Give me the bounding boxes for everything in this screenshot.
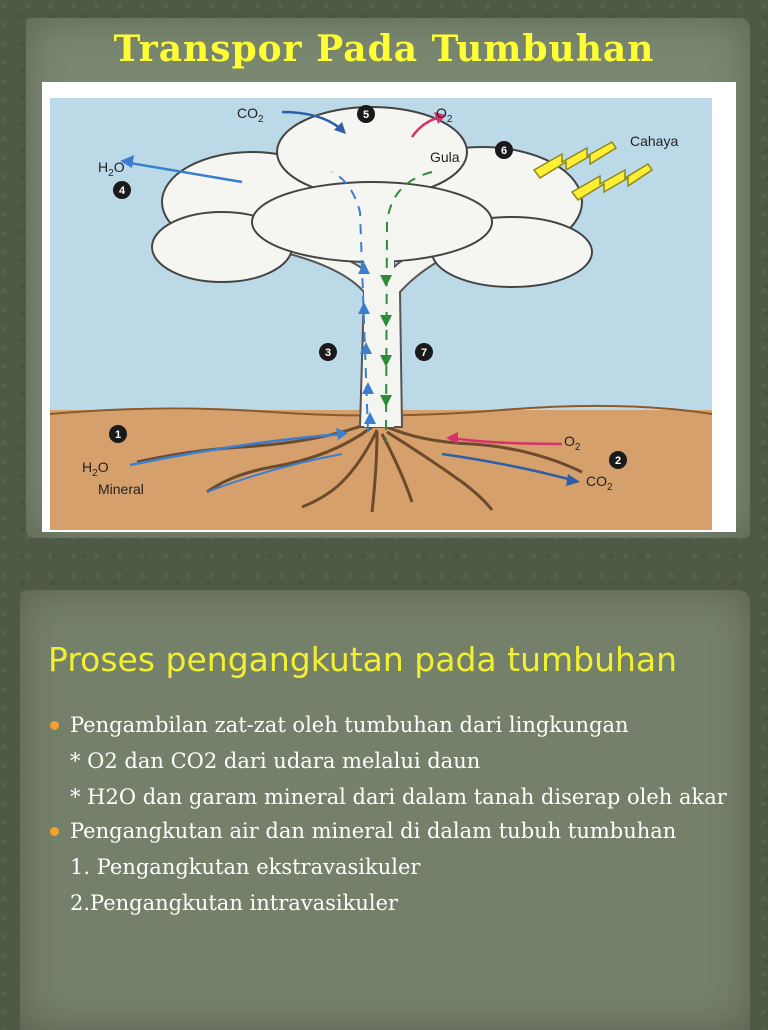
sub-item xyxy=(48,888,738,918)
bullet-item xyxy=(48,710,738,740)
marker-5 xyxy=(357,105,375,123)
sub-item-text: 1. Pengangkutan ekstravasikuler xyxy=(70,855,421,879)
co2-root-label: $CO_2$ xyxy=(586,473,613,493)
marker-1 xyxy=(109,425,127,443)
svg-text:5: 5 xyxy=(362,109,370,121)
sub-item-text: * H2O dan garam mineral dari dalam tanah diserap oleh akar xyxy=(70,785,727,809)
bullet-dot-icon xyxy=(50,721,59,730)
svg-text:6: 6 xyxy=(500,145,508,157)
marker-3 xyxy=(319,343,337,361)
marker-7 xyxy=(415,343,433,361)
bullet-list xyxy=(48,706,738,918)
svg-text:4: 4 xyxy=(118,185,126,197)
slide-1-title: Transpor Pada Tumbuhan xyxy=(113,28,655,70)
sub-item-text: * O2 dan CO2 dari udara melalui daun xyxy=(70,749,481,773)
svg-text:7: 7 xyxy=(420,347,428,359)
bullet-text: Pengangkutan air dan mineral di dalam tubuh tumbuhan xyxy=(70,819,677,843)
co2-top-label: $CO_2$ xyxy=(237,105,264,125)
sub-item-text: 2.Pengangkutan intravasikuler xyxy=(70,891,399,915)
bullet-dot-icon xyxy=(50,827,59,836)
svg-text:3: 3 xyxy=(324,347,332,359)
bullet-text: Pengambilan zat-zat oleh tumbuhan dari lingkungan xyxy=(70,713,629,737)
slide-2-title: Proses pengangkutan pada tumbuhan xyxy=(48,640,678,679)
marker-4 xyxy=(113,181,131,199)
sub-item xyxy=(48,746,738,776)
sub-item xyxy=(48,852,738,882)
svg-text:1: 1 xyxy=(114,429,122,441)
h2o-left-label: $H_2O$ xyxy=(98,159,125,179)
bullet-item xyxy=(48,816,738,846)
plant-transport-diagram xyxy=(42,82,736,532)
cahaya-label: Cahaya xyxy=(630,133,679,149)
marker-6 xyxy=(495,141,513,159)
h2o-root-label: $H_2O$ xyxy=(82,459,109,479)
sub-item xyxy=(48,782,738,812)
o2-root-label: $O_2$ xyxy=(564,433,581,453)
mineral-label: Mineral xyxy=(98,481,144,497)
marker-2 xyxy=(609,451,627,469)
svg-text:2: 2 xyxy=(614,455,622,467)
gula-label: Gula xyxy=(430,149,460,165)
o2-top-label: $O_2$ xyxy=(436,105,453,125)
